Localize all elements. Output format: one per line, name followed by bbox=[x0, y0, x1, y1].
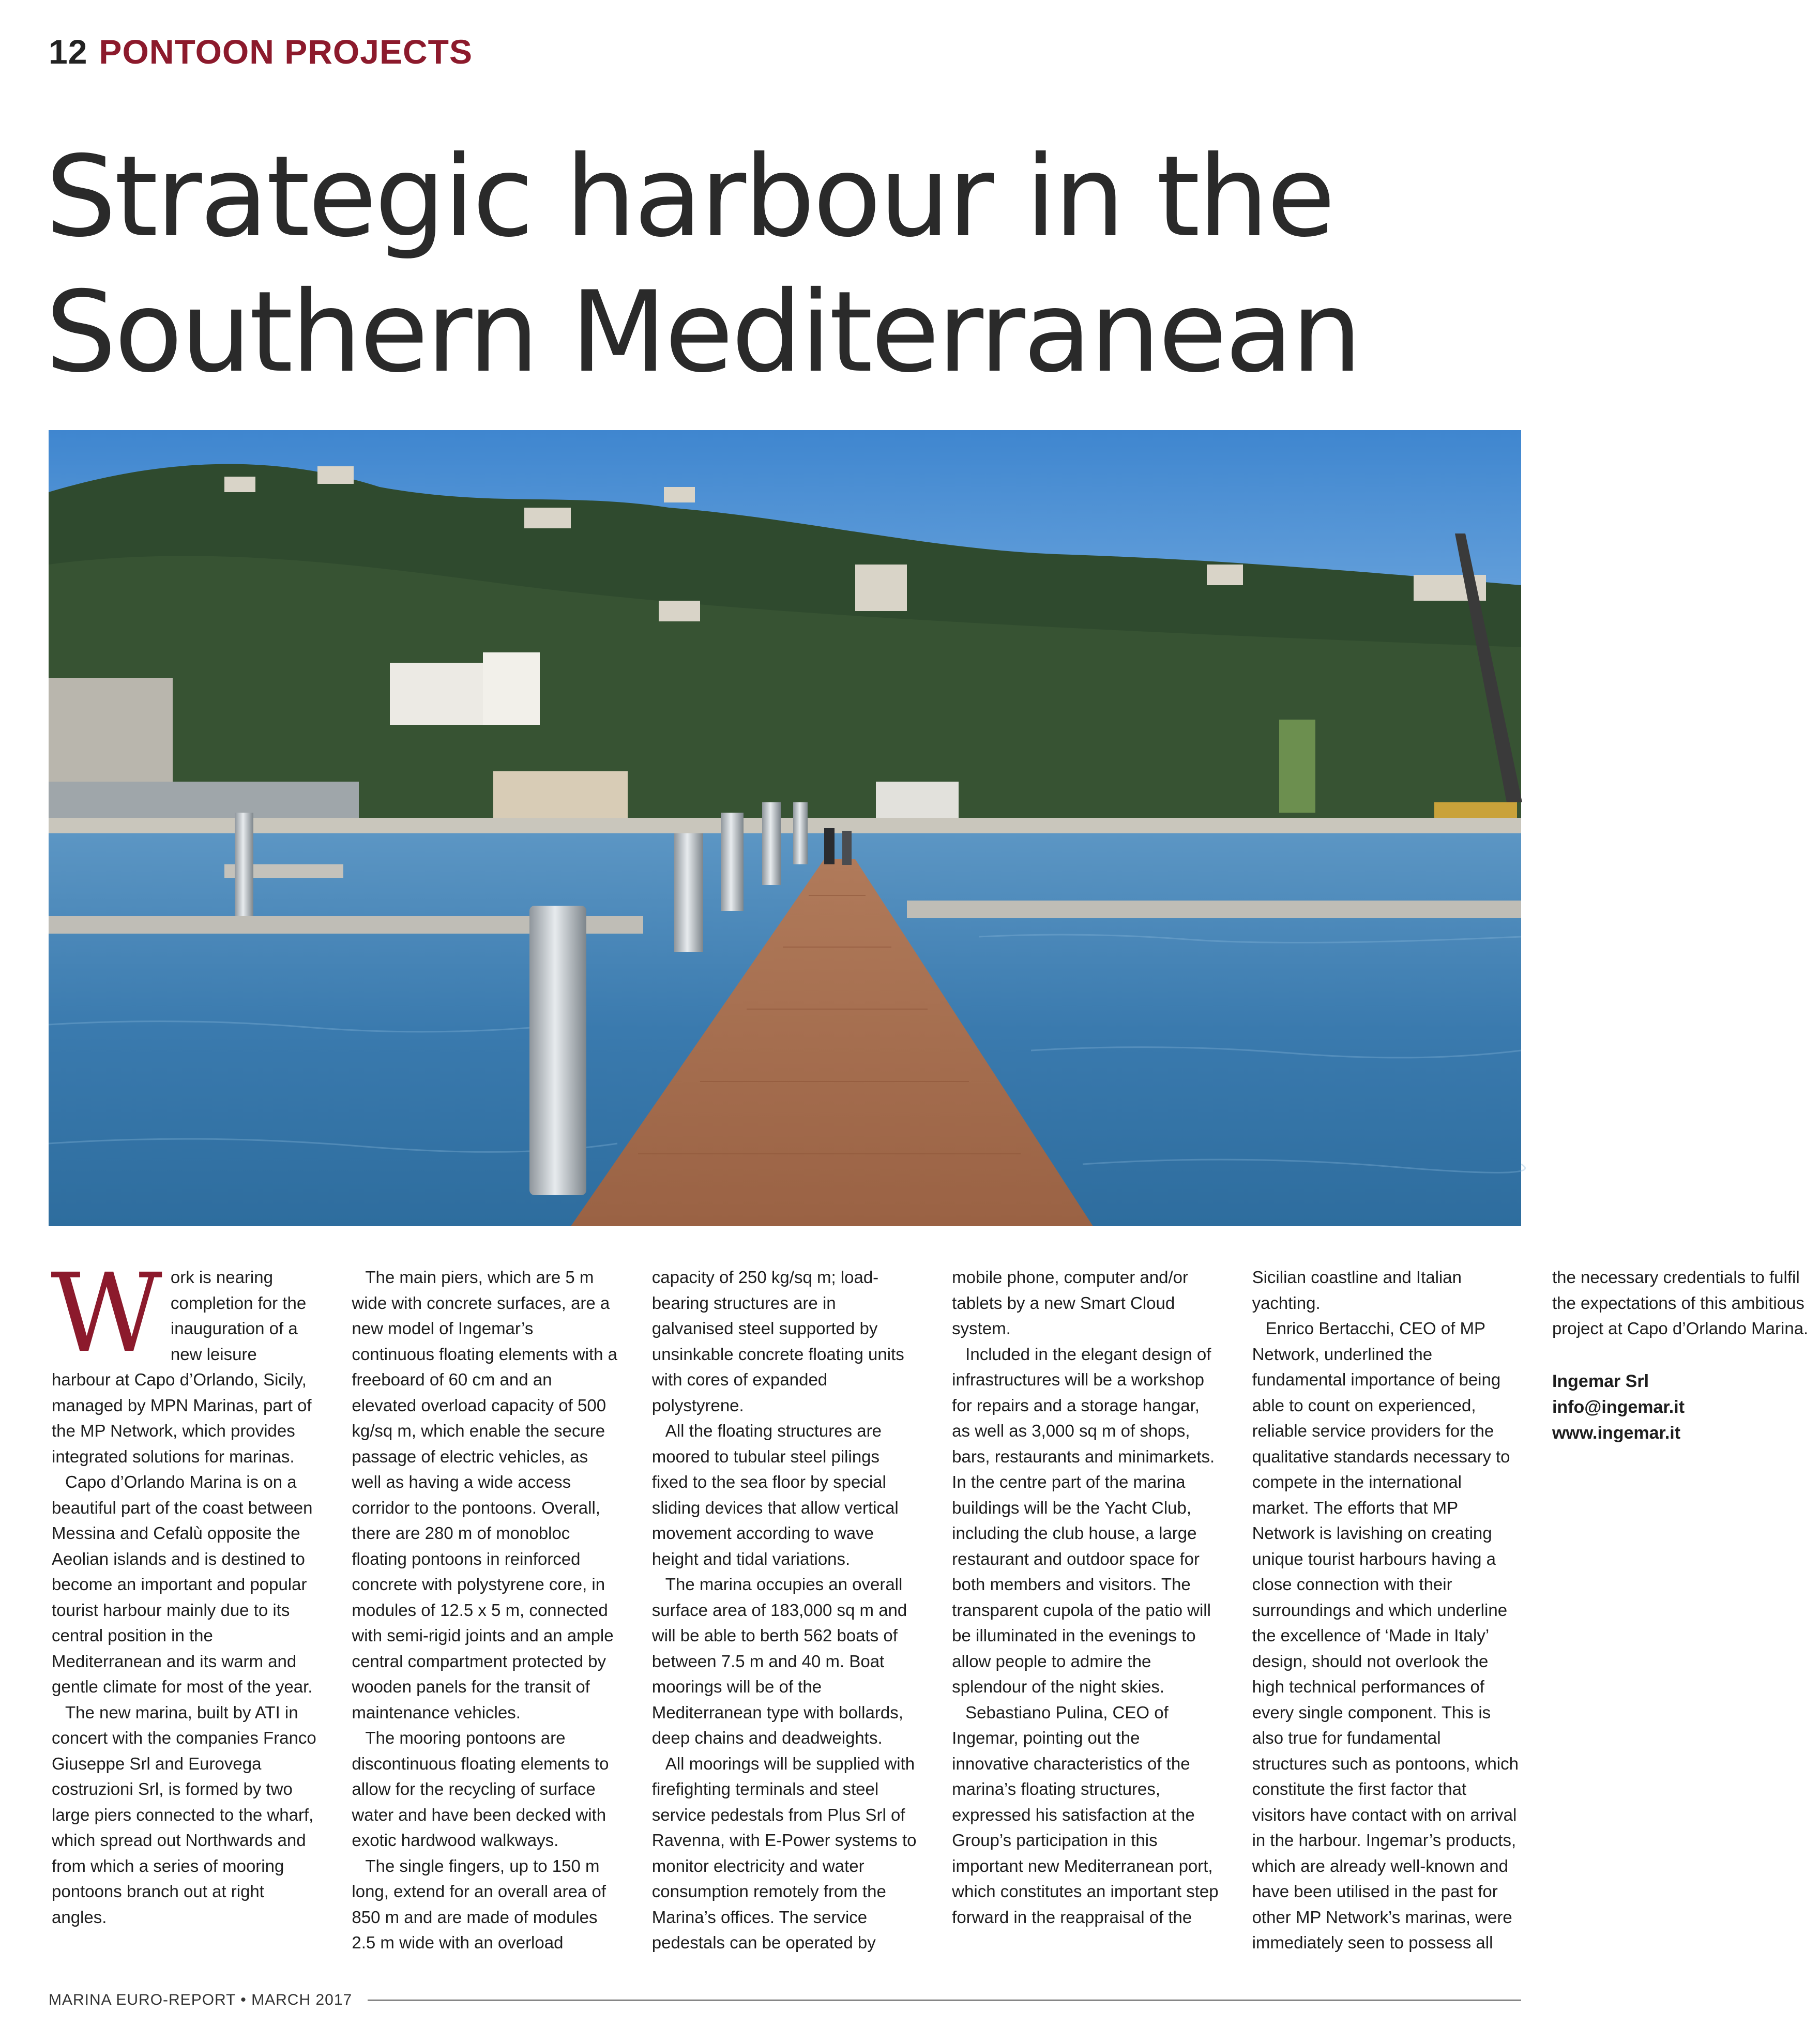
article-paragraph: The marina occupies an overall surface area of 183,000 sq m and will be able to berth 562 boats of between 7.5 m and 40 m. Boat moorings will be of the Mediterranean type with bollards, deep chains and deadweights. bbox=[651, 1575, 907, 1747]
article-headline bbox=[46, 129, 1493, 400]
piling-front bbox=[529, 906, 586, 1195]
article-paragraph: The mooring pontoons are discontinuous floating elements to allow for the recycling of surface water and have been decked with exotic hardwood walkways. bbox=[352, 1728, 609, 1850]
section-title: PONTOON PROJECTS bbox=[99, 33, 473, 71]
page-number: 12 bbox=[49, 33, 88, 71]
piling bbox=[762, 802, 781, 885]
article-paragraph: The new marina, built by ATI in concert with the companies Franco Giuseppe Srl and Eurovega costruzioni Srl, is formed by two large piers connected to the wharf, which spread out Northwards and from which a series of mooring pontoons branch out at right angles. bbox=[52, 1702, 316, 1927]
article-paragraph: The single fingers, up to 150 m long, extend for an overall area of 850 m and are made of modules 2.5 m wide with an overload capacity of 250 kg/sq m; load-bearing structures are in galvanised steel supported by unsinkable concrete floating units with cores of expanded polystyrene. bbox=[352, 1268, 904, 1952]
photo-illustration bbox=[49, 430, 1521, 1226]
marina-office bbox=[493, 771, 628, 823]
publication-footer: MARINA EURO-REPORT • MARCH 2017 bbox=[49, 1991, 353, 2008]
company-name: Ingemar Srl bbox=[1552, 1371, 1649, 1391]
article-paragraph: The main piers, which are 5 m wide with concrete surfaces, are a new model of Ingemar’s continuous floating elements with a freeboard of 60 cm and an elevated overload capacity of 500 kg/sq m, which enable the secure passage of electric vehicles, as well as having a wide access corridor to the pontoons. Overall, there are 280 m of monobloc floating pontoons in reinforced concrete with polystyrene core, in modules of 12.5 x 5 m, connected with semi-rigid joints and an ample central compartment protected by wooden panels for the transit of maintenance vehicles. bbox=[352, 1268, 618, 1722]
piling bbox=[793, 802, 808, 864]
piling bbox=[235, 813, 253, 916]
article-paragraph: Capo d’Orlando Marina is on a beautiful part of the coast between Messina and Cefalù opposite the Aeolian islands and is destined to become an important and popular tourist harbour mainly due to its central position in the Mediterranean and its warm and gentle climate for most of the year. bbox=[52, 1472, 313, 1696]
building-left bbox=[49, 678, 173, 782]
hotel-building bbox=[390, 663, 493, 725]
cross-pontoon-right bbox=[907, 901, 1521, 918]
person bbox=[842, 831, 852, 865]
piling bbox=[721, 813, 744, 911]
page-footer bbox=[49, 1988, 1521, 2012]
page-header bbox=[49, 32, 473, 79]
article-paragraph: Enrico Bertacchi, CEO of MP Network, underlined the fundamental importance of being able to count on experienced, reliable service providers for the qualitative standards necessary to compete in the international market. The efforts that MP Network is lavishing on creating unique tourist harbours having a close connection with their surroundings and which underline the excellence of ‘Made in Italy’ design, should not overlook the high technical performances of every single component. This is also true for fundamental structures such as pontoons, which constitute the first factor that visitors have contact with on arrival in the harbour. Ingemar’s products, which are already well-known and have been utilised in the past for other MP Network’s marinas, were immediately seen to possess all the necessary credentials to fulfil the expectations of this ambitious project at Capo d’Orlando Marina. bbox=[1252, 1268, 1809, 1952]
article-paragraph: Work is nearing completion for the inauguration of a new leisure harbour at Capo d’Orlando, Sicily, managed by MPN Marinas, part of the MP Network, which provides integrated solutions for marinas. bbox=[51, 1250, 312, 1466]
marina-pontoon-photo bbox=[49, 430, 1521, 1226]
article-paragraph: Included in the elegant design of infrastructures will be a workshop for repairs and a storage hangar, as well as 3,000 sq m of shops, bars, restaurants and minimarkets. In the centre part of the marina buildings will be the Yacht Club, including the club house, a large restaurant and outdoor space for both members and visitors. The transparent cupola of the patio will be illuminated in the evenings to allow people to admire the splendour of the night skies. bbox=[952, 1344, 1215, 1696]
green-tower bbox=[1279, 720, 1315, 813]
drop-cap: W bbox=[51, 1250, 162, 1377]
footer-rule bbox=[368, 2000, 1521, 2001]
person bbox=[824, 828, 835, 864]
article-paragraph: Sebastiano Pulina, CEO of Ingemar, pointing out the innovative characteristics of the marina’s floating structures, expressed his satisfaction at the Group’s participation in this important new Mediterranean port, which constitutes an important step forward in the reappraisal of the Sicilian coastline and Italian yachting. bbox=[952, 1268, 1462, 1927]
contact-website[interactable]: www.ingemar.it bbox=[1552, 1423, 1681, 1443]
headline-line-2: Southern Mediterranean bbox=[46, 267, 1360, 397]
headline-line-1: Strategic harbour in the bbox=[46, 132, 1333, 262]
contact-email[interactable]: info@ingemar.it bbox=[1552, 1397, 1685, 1417]
piling bbox=[674, 833, 703, 952]
contact-block bbox=[1552, 1368, 1820, 1446]
article-body bbox=[51, 1250, 1809, 1957]
article-paragraph: All the floating structures are moored to tubular steel pilings fixed to the sea floor by special sliding devices that allow vertical movement according to wave height and tidal variations. bbox=[651, 1421, 899, 1568]
article-paragraph: All moorings will be supplied with firefighting terminals and steel service pedestals from Plus Srl of Ravenna, with E-Power systems to monitor electricity and water consumption remotely from the Marina’s offices. The service pedestals can be operated by mobile phone, computer and/or tablets by a new Smart Cloud system. bbox=[651, 1268, 1188, 1952]
